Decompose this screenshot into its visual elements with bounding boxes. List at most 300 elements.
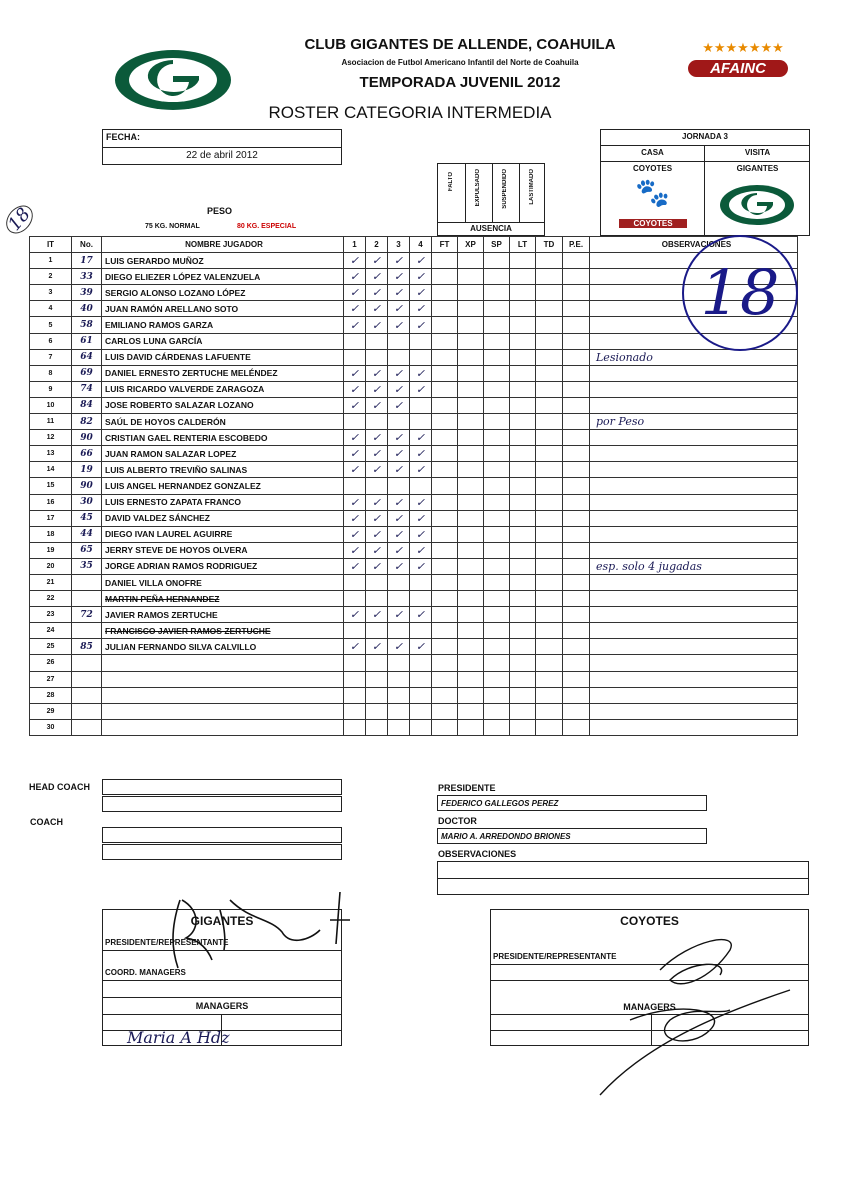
player-td bbox=[536, 430, 563, 446]
player-number bbox=[72, 719, 102, 735]
player-quarter-1 bbox=[344, 478, 366, 494]
jornada-box bbox=[600, 129, 810, 236]
player-quarter-1: ✓ bbox=[344, 526, 366, 542]
player-td bbox=[536, 494, 563, 510]
player-quarter-4: ✓ bbox=[410, 558, 432, 574]
player-td bbox=[536, 381, 563, 397]
player-pe bbox=[563, 253, 590, 269]
player-number: 84 bbox=[72, 397, 102, 413]
player-quarter-3 bbox=[388, 349, 410, 365]
player-quarter-1: ✓ bbox=[344, 446, 366, 462]
player-quarter-4: ✓ bbox=[410, 526, 432, 542]
player-quarter-1 bbox=[344, 703, 366, 719]
player-observaciones bbox=[590, 462, 798, 478]
player-ft bbox=[432, 607, 458, 623]
player-number: 61 bbox=[72, 333, 102, 349]
col-xp: XP bbox=[458, 237, 484, 253]
head-coach-label: HEAD COACH bbox=[29, 782, 91, 792]
player-quarter-1 bbox=[344, 623, 366, 639]
player-quarter-2: ✓ bbox=[366, 494, 388, 510]
visita-team: GIGANTES bbox=[736, 164, 779, 173]
player-ft bbox=[432, 414, 458, 430]
player-quarter-1: ✓ bbox=[344, 253, 366, 269]
table-row bbox=[30, 430, 798, 446]
player-quarter-4: ✓ bbox=[410, 639, 432, 655]
player-ft bbox=[432, 655, 458, 671]
player-quarter-1: ✓ bbox=[344, 317, 366, 333]
player-quarter-2: ✓ bbox=[366, 607, 388, 623]
player-number: 35 bbox=[72, 558, 102, 574]
player-td bbox=[536, 607, 563, 623]
player-sp bbox=[484, 703, 510, 719]
player-lt bbox=[510, 317, 536, 333]
player-it: 30 bbox=[30, 719, 72, 735]
player-observaciones bbox=[590, 526, 798, 542]
player-ft bbox=[432, 478, 458, 494]
player-pe bbox=[563, 301, 590, 317]
player-td bbox=[536, 446, 563, 462]
player-td bbox=[536, 703, 563, 719]
player-quarter-4: ✓ bbox=[410, 317, 432, 333]
player-pe bbox=[563, 526, 590, 542]
player-number bbox=[72, 655, 102, 671]
player-sp bbox=[484, 494, 510, 510]
fecha-box bbox=[102, 129, 342, 165]
player-ft bbox=[432, 446, 458, 462]
player-td bbox=[536, 542, 563, 558]
player-observaciones bbox=[590, 607, 798, 623]
player-name: JUAN RAMÓN ARELLANO SOTO bbox=[102, 301, 344, 317]
player-td bbox=[536, 414, 563, 430]
player-quarter-4: ✓ bbox=[410, 285, 432, 301]
player-observaciones bbox=[590, 365, 798, 381]
player-xp bbox=[458, 671, 484, 687]
player-quarter-3: ✓ bbox=[388, 639, 410, 655]
player-ft bbox=[432, 494, 458, 510]
player-it: 25 bbox=[30, 639, 72, 655]
player-quarter-1: ✓ bbox=[344, 285, 366, 301]
player-lt bbox=[510, 397, 536, 413]
player-xp bbox=[458, 462, 484, 478]
player-sp bbox=[484, 671, 510, 687]
table-row bbox=[30, 349, 798, 365]
player-quarter-1 bbox=[344, 591, 366, 607]
player-quarter-3 bbox=[388, 703, 410, 719]
player-td bbox=[536, 301, 563, 317]
player-quarter-3: ✓ bbox=[388, 301, 410, 317]
peso-especial: 80 KG. ESPECIAL bbox=[237, 223, 297, 230]
player-sp bbox=[484, 430, 510, 446]
player-td bbox=[536, 623, 563, 639]
player-name: LUIS ERNESTO ZAPATA FRANCO bbox=[102, 494, 344, 510]
player-quarter-2: ✓ bbox=[366, 365, 388, 381]
player-quarter-3: ✓ bbox=[388, 558, 410, 574]
player-xp bbox=[458, 639, 484, 655]
player-it: 26 bbox=[30, 655, 72, 671]
player-it: 16 bbox=[30, 494, 72, 510]
player-sp bbox=[484, 317, 510, 333]
player-quarter-2: ✓ bbox=[366, 526, 388, 542]
player-pe bbox=[563, 591, 590, 607]
player-number: 44 bbox=[72, 526, 102, 542]
player-sp bbox=[484, 446, 510, 462]
player-ft bbox=[432, 719, 458, 735]
player-ft bbox=[432, 333, 458, 349]
table-row bbox=[30, 591, 798, 607]
table-row bbox=[30, 703, 798, 719]
player-quarter-3: ✓ bbox=[388, 510, 410, 526]
player-observaciones bbox=[590, 430, 798, 446]
peso-normal: 75 KG. NORMAL bbox=[145, 223, 200, 230]
player-number: 66 bbox=[72, 446, 102, 462]
player-quarter-1 bbox=[344, 574, 366, 590]
player-xp bbox=[458, 446, 484, 462]
player-lt bbox=[510, 414, 536, 430]
player-lt bbox=[510, 285, 536, 301]
player-pe bbox=[563, 639, 590, 655]
player-it: 13 bbox=[30, 446, 72, 462]
player-quarter-1: ✓ bbox=[344, 430, 366, 446]
player-quarter-3 bbox=[388, 591, 410, 607]
col-sp: SP bbox=[484, 237, 510, 253]
player-it: 20 bbox=[30, 558, 72, 574]
player-number: 65 bbox=[72, 542, 102, 558]
player-ft bbox=[432, 430, 458, 446]
player-ft bbox=[432, 397, 458, 413]
player-td bbox=[536, 639, 563, 655]
pres-rep-left-label: PRESIDENTE/REPRESENTANTE bbox=[105, 938, 229, 947]
player-it: 2 bbox=[30, 269, 72, 285]
head-coach-field bbox=[102, 779, 342, 795]
player-name: FRANCISCO JAVIER RAMOS ZERTUCHE bbox=[102, 623, 344, 639]
player-name: DIEGO ELIEZER LÓPEZ VALENZUELA bbox=[102, 269, 344, 285]
player-quarter-4 bbox=[410, 623, 432, 639]
player-sp bbox=[484, 285, 510, 301]
player-it: 23 bbox=[30, 607, 72, 623]
table-row bbox=[30, 671, 798, 687]
coyotes-signature-scribble bbox=[590, 920, 820, 1100]
player-number bbox=[72, 623, 102, 639]
fecha-label: FECHA: bbox=[106, 132, 140, 142]
player-lt bbox=[510, 591, 536, 607]
col-no: No. bbox=[72, 237, 102, 253]
player-xp bbox=[458, 317, 484, 333]
packers-g-logo bbox=[113, 48, 233, 112]
player-sp bbox=[484, 269, 510, 285]
player-pe bbox=[563, 687, 590, 703]
player-name: DIEGO IVAN LAUREL AGUIRRE bbox=[102, 526, 344, 542]
player-observaciones bbox=[590, 574, 798, 590]
player-number: 39 bbox=[72, 285, 102, 301]
table-row bbox=[30, 542, 798, 558]
roster-title: ROSTER CATEGORIA INTERMEDIA bbox=[268, 103, 552, 122]
player-observaciones bbox=[590, 381, 798, 397]
season-title: TEMPORADA JUVENIL 2012 bbox=[359, 74, 561, 91]
player-ft bbox=[432, 365, 458, 381]
player-quarter-3 bbox=[388, 478, 410, 494]
player-xp bbox=[458, 526, 484, 542]
player-it: 29 bbox=[30, 703, 72, 719]
player-observaciones bbox=[590, 591, 798, 607]
player-pe bbox=[563, 462, 590, 478]
player-quarter-3: ✓ bbox=[388, 462, 410, 478]
col-observaciones: OBSERVACIONES bbox=[590, 237, 798, 253]
presidente-label: PRESIDENTE bbox=[438, 783, 496, 793]
player-quarter-3 bbox=[388, 655, 410, 671]
player-observaciones bbox=[590, 639, 798, 655]
player-td bbox=[536, 365, 563, 381]
player-quarter-3 bbox=[388, 623, 410, 639]
player-lt bbox=[510, 719, 536, 735]
player-observaciones: esp. solo 4 jugadas bbox=[590, 558, 798, 574]
player-td bbox=[536, 285, 563, 301]
table-row bbox=[30, 574, 798, 590]
player-it: 5 bbox=[30, 317, 72, 333]
player-observaciones bbox=[590, 687, 798, 703]
player-lt bbox=[510, 687, 536, 703]
player-it: 11 bbox=[30, 414, 72, 430]
player-name: MARTIN PEÑA HERNANDEZ bbox=[102, 591, 344, 607]
col-pe: P.E. bbox=[563, 237, 590, 253]
managers-left-label: MANAGERS bbox=[195, 1001, 249, 1011]
player-sp bbox=[484, 381, 510, 397]
gigantes-label: GIGANTES bbox=[190, 914, 254, 928]
player-ft bbox=[432, 687, 458, 703]
player-quarter-3 bbox=[388, 414, 410, 430]
player-it: 14 bbox=[30, 462, 72, 478]
player-ft bbox=[432, 269, 458, 285]
ausencia-falto: FALTO bbox=[448, 172, 454, 192]
player-ft bbox=[432, 349, 458, 365]
col-name: NOMBRE JUGADOR bbox=[102, 237, 344, 253]
player-td bbox=[536, 269, 563, 285]
player-pe bbox=[563, 574, 590, 590]
player-quarter-3 bbox=[388, 574, 410, 590]
player-number: 69 bbox=[72, 365, 102, 381]
table-row bbox=[30, 687, 798, 703]
player-quarter-1 bbox=[344, 655, 366, 671]
player-sp bbox=[484, 591, 510, 607]
player-lt bbox=[510, 558, 536, 574]
player-td bbox=[536, 671, 563, 687]
jornada-label: JORNADA 3 bbox=[682, 132, 728, 141]
table-row bbox=[30, 414, 798, 430]
table-row bbox=[30, 526, 798, 542]
player-it: 21 bbox=[30, 574, 72, 590]
player-sp bbox=[484, 301, 510, 317]
table-row bbox=[30, 623, 798, 639]
player-quarter-3: ✓ bbox=[388, 381, 410, 397]
player-quarter-4 bbox=[410, 478, 432, 494]
player-pe bbox=[563, 317, 590, 333]
player-sp bbox=[484, 719, 510, 735]
player-quarter-1: ✓ bbox=[344, 269, 366, 285]
player-name: JULIAN FERNANDO SILVA CALVILLO bbox=[102, 639, 344, 655]
player-number: 90 bbox=[72, 478, 102, 494]
player-name bbox=[102, 687, 344, 703]
player-number bbox=[72, 703, 102, 719]
player-sp bbox=[484, 687, 510, 703]
player-xp bbox=[458, 253, 484, 269]
player-pe bbox=[563, 414, 590, 430]
player-quarter-4: ✓ bbox=[410, 269, 432, 285]
player-xp bbox=[458, 494, 484, 510]
player-ft bbox=[432, 285, 458, 301]
player-observaciones bbox=[590, 446, 798, 462]
ausencia-label: AUSENCIA bbox=[470, 224, 512, 233]
player-sp bbox=[484, 397, 510, 413]
player-quarter-3 bbox=[388, 687, 410, 703]
player-pe bbox=[563, 607, 590, 623]
player-xp bbox=[458, 381, 484, 397]
corner-number-annotation: 18 bbox=[1, 200, 38, 238]
player-sp bbox=[484, 574, 510, 590]
table-row bbox=[30, 397, 798, 413]
table-row bbox=[30, 317, 798, 333]
player-it: 24 bbox=[30, 623, 72, 639]
player-name: DAVID VALDEZ SÁNCHEZ bbox=[102, 510, 344, 526]
player-number: 58 bbox=[72, 317, 102, 333]
gigantes-g-logo bbox=[719, 184, 795, 226]
player-it: 1 bbox=[30, 253, 72, 269]
player-td bbox=[536, 253, 563, 269]
player-quarter-1: ✓ bbox=[344, 558, 366, 574]
player-lt bbox=[510, 253, 536, 269]
player-quarter-4 bbox=[410, 414, 432, 430]
player-pe bbox=[563, 333, 590, 349]
player-name bbox=[102, 671, 344, 687]
player-sp bbox=[484, 623, 510, 639]
player-number: 85 bbox=[72, 639, 102, 655]
player-quarter-2 bbox=[366, 414, 388, 430]
player-quarter-4: ✓ bbox=[410, 607, 432, 623]
player-ft bbox=[432, 526, 458, 542]
player-name: DANIEL ERNESTO ZERTUCHE MELÉNDEZ bbox=[102, 365, 344, 381]
player-quarter-2 bbox=[366, 623, 388, 639]
player-quarter-2: ✓ bbox=[366, 253, 388, 269]
player-td bbox=[536, 510, 563, 526]
player-sp bbox=[484, 478, 510, 494]
player-quarter-2: ✓ bbox=[366, 542, 388, 558]
player-quarter-4 bbox=[410, 397, 432, 413]
player-pe bbox=[563, 623, 590, 639]
player-ft bbox=[432, 510, 458, 526]
player-quarter-2 bbox=[366, 478, 388, 494]
player-name: JAVIER RAMOS ZERTUCHE bbox=[102, 607, 344, 623]
player-quarter-4: ✓ bbox=[410, 494, 432, 510]
player-xp bbox=[458, 301, 484, 317]
player-quarter-4 bbox=[410, 574, 432, 590]
roster-table bbox=[29, 236, 798, 736]
player-observaciones bbox=[590, 397, 798, 413]
player-observaciones bbox=[590, 623, 798, 639]
player-it: 7 bbox=[30, 349, 72, 365]
player-ft bbox=[432, 623, 458, 639]
player-sp bbox=[484, 558, 510, 574]
table-row bbox=[30, 607, 798, 623]
player-number bbox=[72, 591, 102, 607]
player-it: 22 bbox=[30, 591, 72, 607]
player-xp bbox=[458, 397, 484, 413]
player-td bbox=[536, 397, 563, 413]
col-q1: 1 bbox=[344, 237, 366, 253]
player-ft bbox=[432, 671, 458, 687]
player-quarter-2: ✓ bbox=[366, 397, 388, 413]
player-observaciones bbox=[590, 671, 798, 687]
player-it: 27 bbox=[30, 671, 72, 687]
player-pe bbox=[563, 446, 590, 462]
player-quarter-2 bbox=[366, 655, 388, 671]
player-number: 45 bbox=[72, 510, 102, 526]
table-row bbox=[30, 333, 798, 349]
casa-team: COYOTES bbox=[632, 164, 673, 173]
player-sp bbox=[484, 542, 510, 558]
player-td bbox=[536, 317, 563, 333]
gigantes-signature-scribble bbox=[160, 880, 370, 970]
player-quarter-1 bbox=[344, 671, 366, 687]
player-sp bbox=[484, 333, 510, 349]
table-row bbox=[30, 510, 798, 526]
player-td bbox=[536, 333, 563, 349]
player-quarter-2: ✓ bbox=[366, 446, 388, 462]
player-observaciones bbox=[590, 478, 798, 494]
player-quarter-2: ✓ bbox=[366, 558, 388, 574]
table-row bbox=[30, 365, 798, 381]
paw-icon: 🐾 bbox=[635, 177, 670, 208]
visita-label: VISITA bbox=[744, 148, 771, 157]
player-ft bbox=[432, 703, 458, 719]
player-name: EMILIANO RAMOS GARZA bbox=[102, 317, 344, 333]
player-it: 6 bbox=[30, 333, 72, 349]
player-quarter-4: ✓ bbox=[410, 301, 432, 317]
head-coach-field-2 bbox=[102, 796, 342, 812]
player-quarter-2: ✓ bbox=[366, 269, 388, 285]
player-number: 64 bbox=[72, 349, 102, 365]
table-row bbox=[30, 446, 798, 462]
player-lt bbox=[510, 671, 536, 687]
player-quarter-1 bbox=[344, 719, 366, 735]
player-number: 74 bbox=[72, 381, 102, 397]
player-quarter-2: ✓ bbox=[366, 301, 388, 317]
player-td bbox=[536, 719, 563, 735]
player-it: 9 bbox=[30, 381, 72, 397]
player-pe bbox=[563, 381, 590, 397]
player-quarter-1: ✓ bbox=[344, 607, 366, 623]
table-row bbox=[30, 639, 798, 655]
player-lt bbox=[510, 333, 536, 349]
player-lt bbox=[510, 639, 536, 655]
casa-label: CASA bbox=[641, 148, 664, 157]
ausencia-lastimado: LASTIMADO bbox=[529, 169, 535, 205]
player-pe bbox=[563, 719, 590, 735]
player-pe bbox=[563, 510, 590, 526]
player-sp bbox=[484, 462, 510, 478]
table-row bbox=[30, 381, 798, 397]
player-ft bbox=[432, 591, 458, 607]
player-name: LUIS GERARDO MUÑOZ bbox=[102, 253, 344, 269]
player-quarter-3: ✓ bbox=[388, 542, 410, 558]
player-name bbox=[102, 703, 344, 719]
player-observaciones: por Peso bbox=[590, 414, 798, 430]
player-ft bbox=[432, 317, 458, 333]
player-td bbox=[536, 526, 563, 542]
player-xp bbox=[458, 269, 484, 285]
observaciones-box bbox=[437, 861, 809, 895]
player-lt bbox=[510, 446, 536, 462]
player-quarter-4: ✓ bbox=[410, 381, 432, 397]
player-number: 40 bbox=[72, 301, 102, 317]
player-quarter-3 bbox=[388, 671, 410, 687]
